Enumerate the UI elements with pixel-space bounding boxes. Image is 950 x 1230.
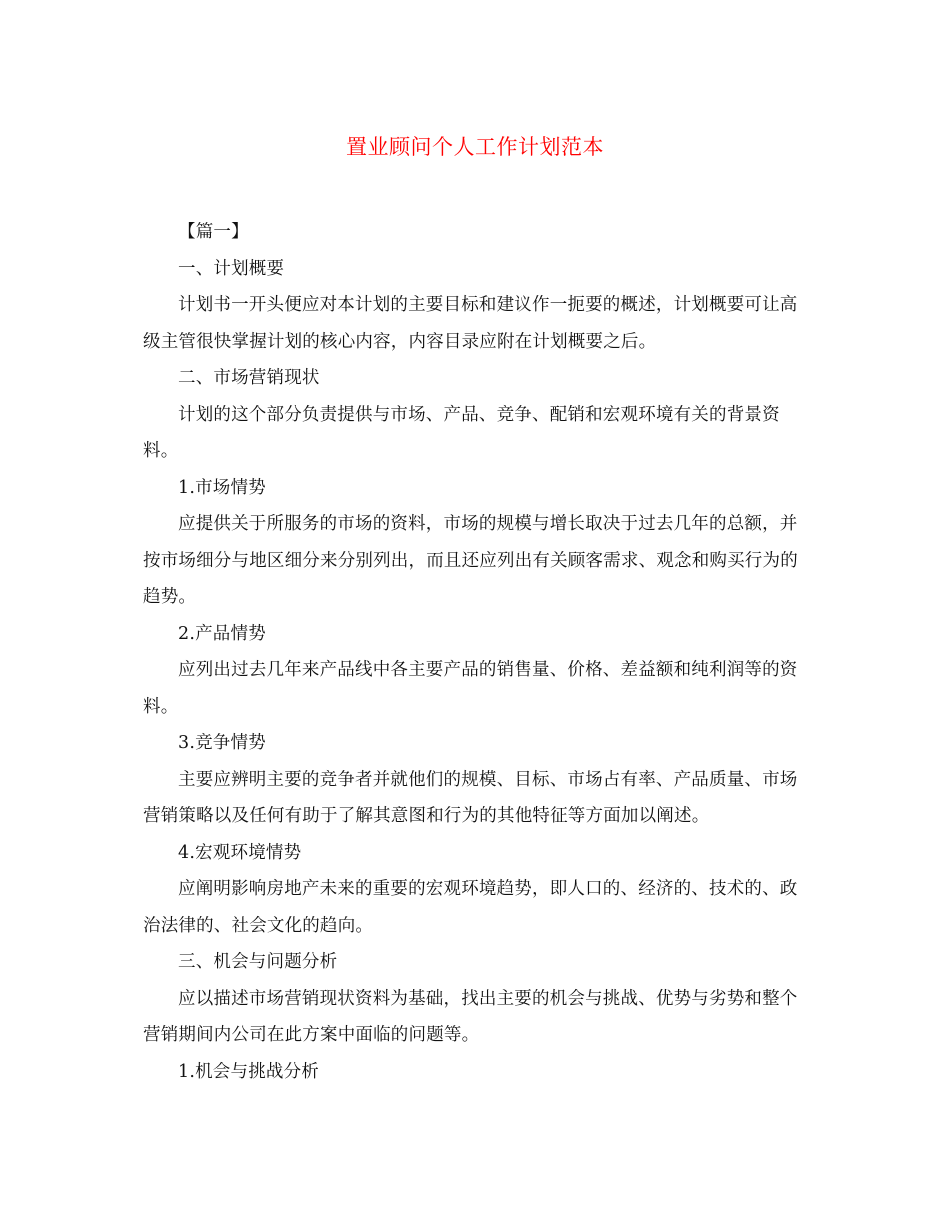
section-heading: 三、机会与问题分析 [178, 952, 338, 972]
section-heading: 【篇一】 [178, 222, 249, 242]
body-paragraph: 应阐明影响房地产未来的重要的宏观环境趋势，即人口的、经济的、技术的、政治法律的、社会文化的趋向。 [143, 879, 798, 936]
body-paragraph: 计划的这个部分负责提供与市场、产品、竞争、配销和宏观环境有关的背景资料。 [143, 404, 780, 461]
page-title: 置业顾问个人工作计划范本 [346, 135, 604, 159]
subsection-heading: 3.竞争情势 [178, 733, 266, 753]
body-paragraph: 应以描述市场营销现状资料为基础，找出主要的机会与挑战、优势与劣势和整个营销期间内公司在此方案中面临的问题等。 [143, 988, 798, 1045]
subsection-heading: 1.机会与挑战分析 [178, 1061, 319, 1082]
section-heading: 二、市场营销现状 [178, 368, 320, 388]
subsection-heading: 4.宏观环境情势 [178, 842, 302, 863]
document-body [143, 214, 803, 1090]
subsection-heading: 2.产品情势 [178, 623, 266, 644]
body-paragraph: 应提供关于所服务的市场的资料，市场的规模与增长取决于过去几年的总额，并按市场细分与地区细分来分别列出，而且还应列出有关顾客需求、观念和购买行为的趋势。 [143, 514, 798, 607]
body-paragraph: 计划书一开头便应对本计划的主要目标和建议作一扼要的概述，计划概要可让高级主管很快掌握计划的核心内容，内容目录应附在计划概要之后。 [143, 295, 798, 352]
body-paragraph: 应列出过去几年来产品线中各主要产品的销售量、价格、差益额和纯利润等的资料。 [143, 660, 798, 717]
subsection-heading: 1.市场情势 [178, 477, 266, 498]
section-heading: 一、计划概要 [178, 258, 285, 279]
body-paragraph: 主要应辨明主要的竞争者并就他们的规模、目标、市场占有率、产品质量、市场营销策略以及任何有助于了解其意图和行为的其他特征等方面加以阐述。 [143, 769, 798, 826]
